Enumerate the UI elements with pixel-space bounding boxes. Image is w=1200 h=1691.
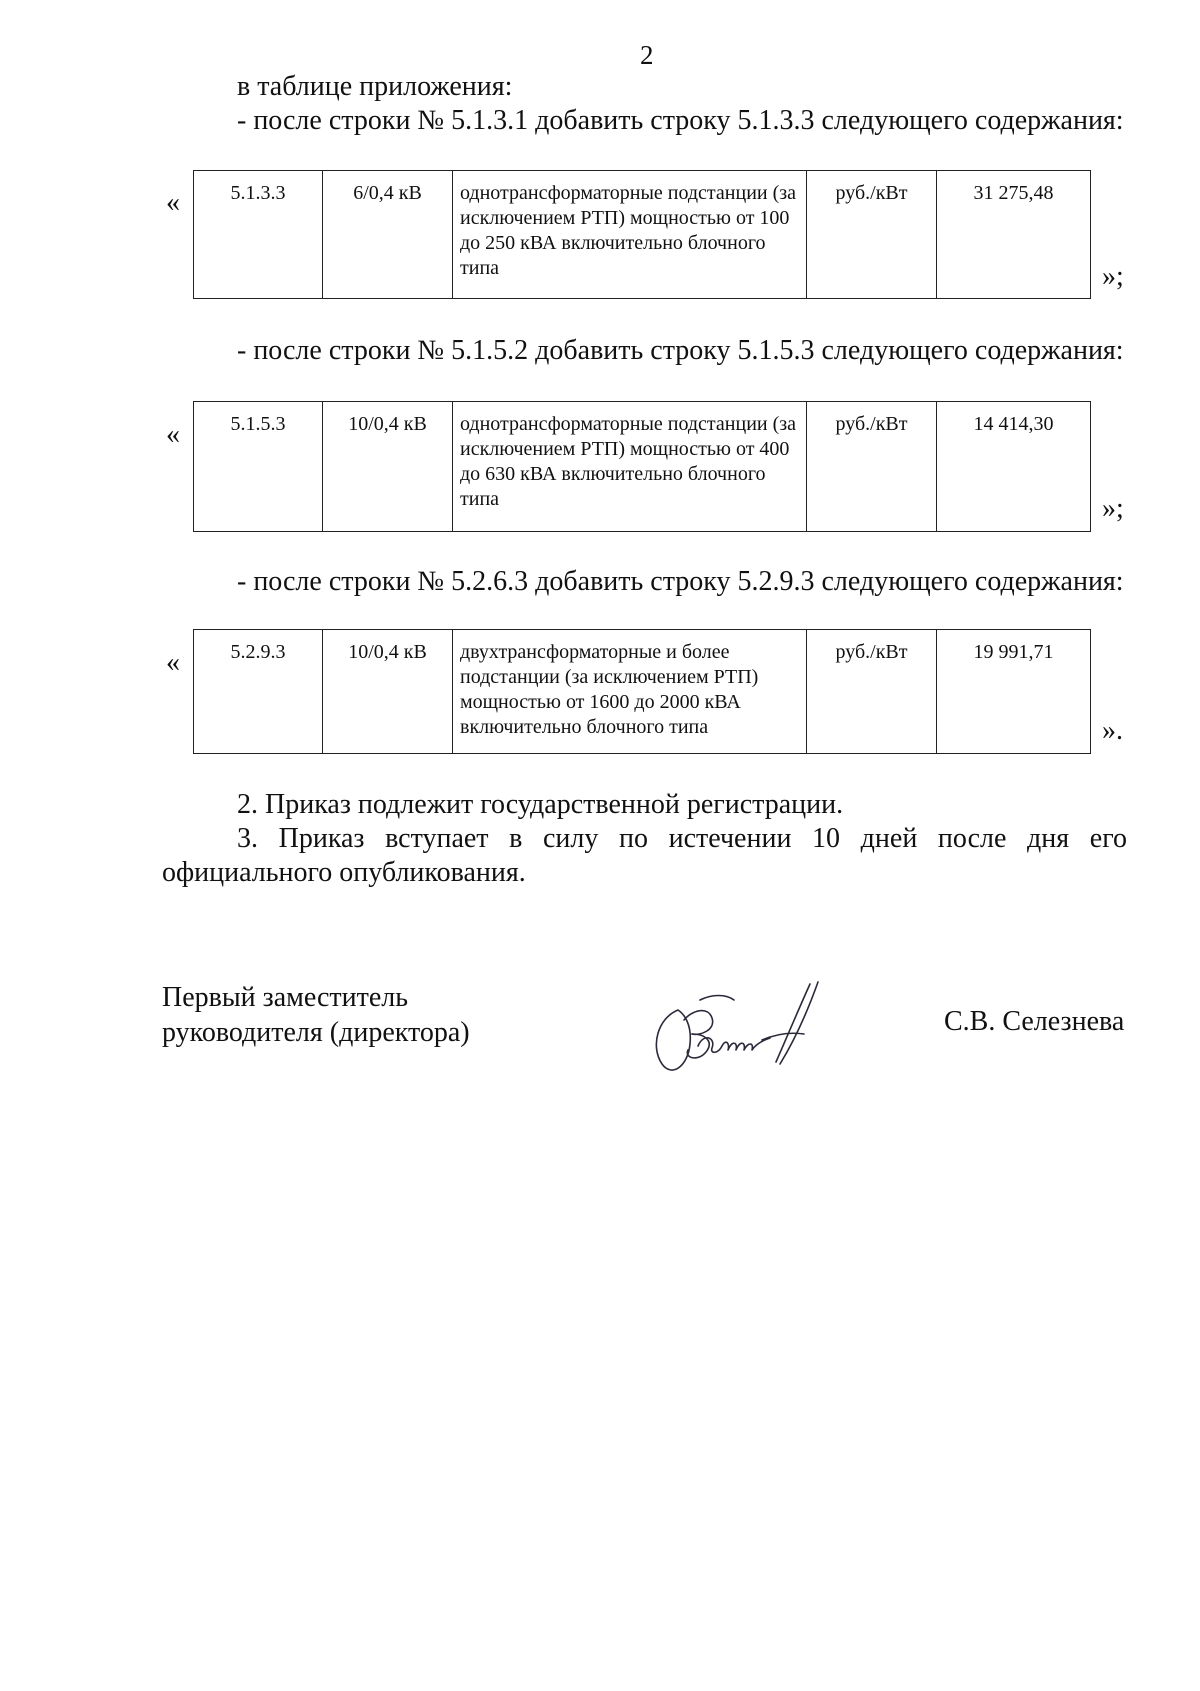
close-quote-3: ».: [1102, 715, 1123, 746]
description-cell: двухтрансформаторные и более подстанции (за исключением РТП) мощностью от 1600 до 2000 кВА включительно блочного типа: [453, 630, 807, 754]
signatory-name: С.В. Селезнева: [944, 1006, 1125, 1037]
table-row: [194, 171, 1091, 299]
instruction-line-3: - после строки № 5.2.6.3 добавить строку 5.2.9.3 следующего содержания:: [237, 566, 1124, 597]
close-quote-2: »;: [1102, 493, 1124, 524]
page-number: 2: [640, 40, 654, 70]
amendment-table-1: [193, 170, 1091, 299]
handwritten-signature: [640, 980, 840, 1080]
price-cell: 19 991,71: [937, 630, 1091, 754]
unit-cell: руб./кВт: [807, 402, 937, 532]
amendment-table-3: [193, 629, 1091, 754]
table-row: [194, 630, 1091, 754]
price-cell: 31 275,48: [937, 171, 1091, 299]
close-quote-1: »;: [1102, 261, 1124, 292]
open-quote-3: «: [166, 647, 180, 678]
unit-cell: руб./кВт: [807, 630, 937, 754]
instruction-line-2: - после строки № 5.1.5.2 добавить строку 5.1.5.3 следующего содержания:: [237, 335, 1124, 366]
row-number-cell: 5.1.5.3: [194, 402, 323, 532]
description-cell: однотрансформаторные подстанции (за исключением РТП) мощностью от 400 до 630 кВА включительно блочного типа: [453, 402, 807, 532]
voltage-cell: 10/0,4 кВ: [323, 630, 453, 754]
voltage-cell: 6/0,4 кВ: [323, 171, 453, 299]
open-quote-2: «: [166, 419, 180, 450]
signatory-title-line-1: Первый заместитель: [162, 982, 409, 1013]
instruction-line-1: - после строки № 5.1.3.1 добавить строку 5.1.3.3 следующего содержания:: [237, 105, 1124, 136]
description-cell: однотрансформаторные подстанции (за исключением РТП) мощностью от 100 до 250 кВА включительно блочного типа: [453, 171, 807, 299]
voltage-cell: 10/0,4 кВ: [323, 402, 453, 532]
clause-2: 2. Приказ подлежит государственной регистрации.: [237, 789, 844, 820]
price-cell: 14 414,30: [937, 402, 1091, 532]
signatory-title-line-2: руководителя (директора): [162, 1017, 470, 1048]
intro-line: в таблице приложения:: [237, 71, 513, 102]
clause-3: 3. Приказ вступает в силу по истечении 10 дней после дня его официального опубликования.: [162, 823, 1127, 888]
row-number-cell: 5.2.9.3: [194, 630, 323, 754]
amendment-table-2: [193, 401, 1091, 532]
open-quote-1: «: [166, 187, 180, 218]
unit-cell: руб./кВт: [807, 171, 937, 299]
row-number-cell: 5.1.3.3: [194, 171, 323, 299]
table-row: [194, 402, 1091, 532]
